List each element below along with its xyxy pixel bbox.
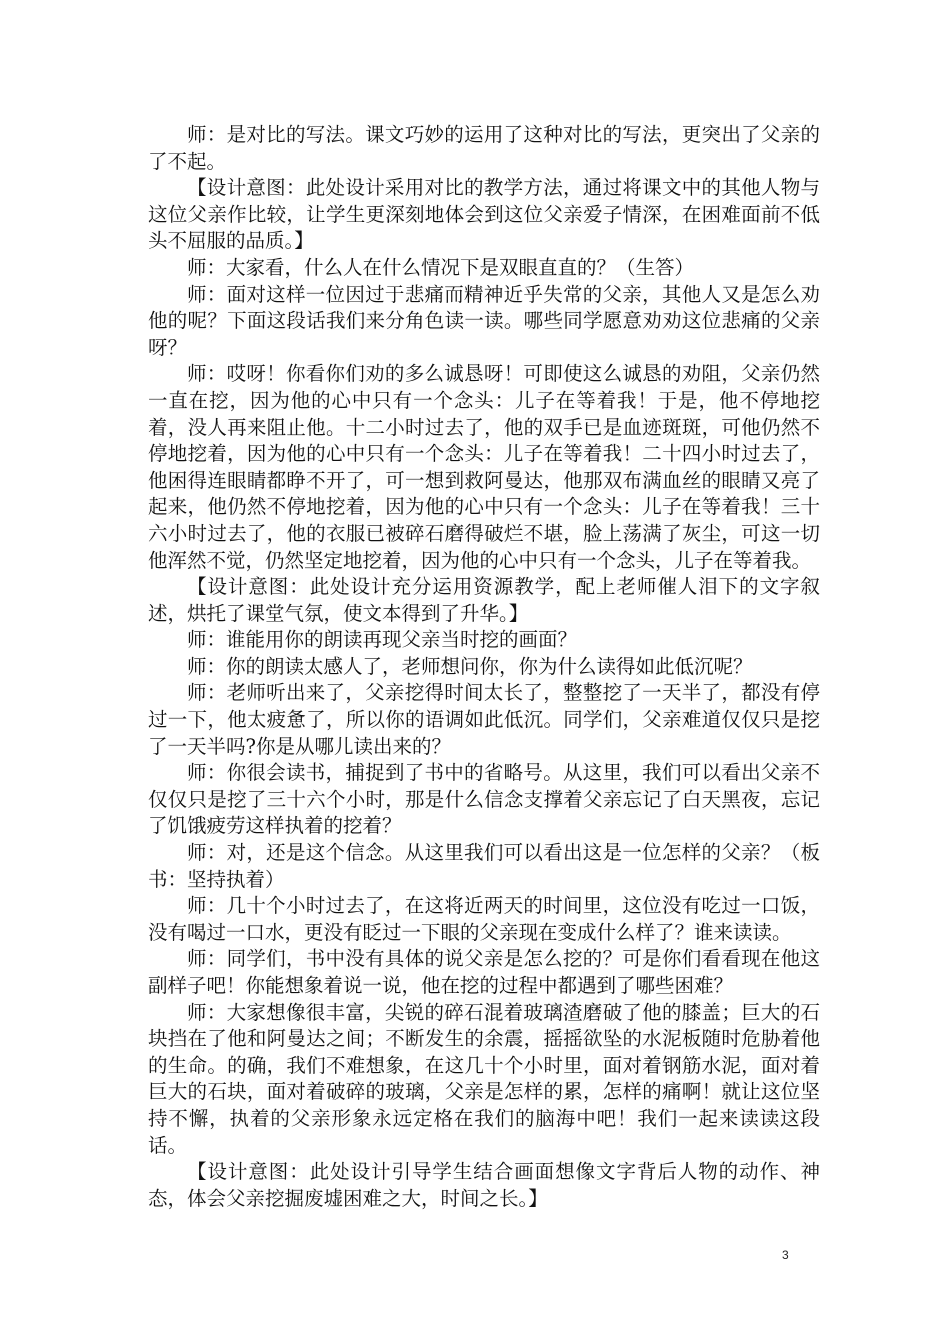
- paragraph: 师：同学们，书中没有具体的说父亲是怎么挖的？可是你们看看现在他这副样子吧！你能想象着说一说，他在挖的过程中都遇到了哪些困难？: [148, 947, 820, 997]
- paragraph: 师：谁能用你的朗读再现父亲当时挖的画面？: [187, 628, 578, 652]
- paragraph: 师：你很会读书，捕捉到了书中的省略号。从这里，我们可以看出父亲不仅仅只是挖了三十六个小时，那是什么信念支撑着父亲忘记了白天黑夜，忘记了饥饿疲劳这样执着的挖着？: [148, 761, 820, 838]
- design-intent-note: 【设计意图：此处设计引导学生结合画面想像文字背后人物的动作、神态，体会父亲挖掘废墟困难之大，时间之长。】: [148, 1160, 820, 1210]
- paragraph: 师：老师听出来了，父亲挖得时间太长了，整整挖了一天半了，都没有停过一下，他太疲惫了，所以你的语调如此低沉。同学们，父亲难道仅仅只是挖了一天半吗?你是从哪儿读出来的？: [148, 681, 820, 758]
- paragraph: 师：几十个小时过去了，在这将近两天的时间里，这位没有吃过一口饭，没有喝过一口水，更没有眨过一下眼的父亲现在变成什么样了？谁来读读。: [148, 894, 820, 944]
- paragraph: 师：大家看，什么人在什么情况下是双眼直直的？（生答）: [187, 255, 695, 279]
- paragraph: 师：你的朗读太感人了，老师想问你，你为什么读得如此低沉呢？: [187, 654, 753, 678]
- paragraph: 师：面对这样一位因过于悲痛而精神近乎失常的父亲，其他人又是怎么劝他的呢？下面这段话我们来分角色读一读。哪些同学愿意劝劝这位悲痛的父亲呀？: [148, 282, 820, 359]
- paragraph: 师：大家想像很丰富，尖锐的碎石混着玻璃渣磨破了他的膝盖；巨大的石块挡在了他和阿曼达之间；不断发生的余震，摇摇欲坠的水泥板随时危胁着他的生命。的确，我们不难想象，在这几十个小时里，面对着钢筋水泥，面对着巨大的石块，面对着破碎的玻璃，父亲是怎样的累，怎样的痛啊！就让这位坚持不懈，执着的父亲形象永远定格在我们的脑海中吧！我们一起来读读这段话。: [148, 1000, 820, 1157]
- paragraph: 师：对，还是这个信念。从这里我们可以看出这是一位怎样的父亲？（板书：坚持执着）: [148, 841, 820, 891]
- document-body: [148, 122, 820, 1212]
- paragraph: 师：是对比的写法。课文巧妙的运用了这种对比的写法，更突出了父亲的了不起。: [148, 123, 820, 173]
- design-intent-note: 【设计意图：此处设计充分运用资源教学，配上老师催人泪下的文字叙述，烘托了课堂气氛，使文本得到了升华。】: [148, 575, 820, 625]
- paragraph: 师：哎呀！你看你们劝的多么诚恳呀！可即使这么诚恳的劝阻，父亲仍然一直在挖，因为他的心中只有一个念头：儿子在等着我！于是，他不停地挖着，没人再来阻止他。十二小时过去了，他的双手已是血迹斑斑，可他仍然不停地挖着，因为他的心中只有一个念头：儿子在等着我！二十四小时过去了，他困得连眼睛都睁不开了，可一想到救阿曼达，他那双布满血丝的眼睛又亮了起来，他仍然不停地挖着，因为他的心中只有一个念头：儿子在等着我！三十六小时过去了，他的衣服已被碎石磨得破烂不堪，脸上荡满了灰尘，可这一切他浑然不觉，仍然坚定地挖着，因为他的心中只有一个念头，儿子在等着我。: [148, 362, 820, 572]
- page-number: 3: [782, 1248, 789, 1262]
- design-intent-note: 【设计意图：此处设计采用对比的教学方法，通过将课文中的其他人物与这位父亲作比较，让学生更深刻地体会到这位父亲爱子情深，在困难面前不低头不屈服的品质。】: [148, 176, 820, 253]
